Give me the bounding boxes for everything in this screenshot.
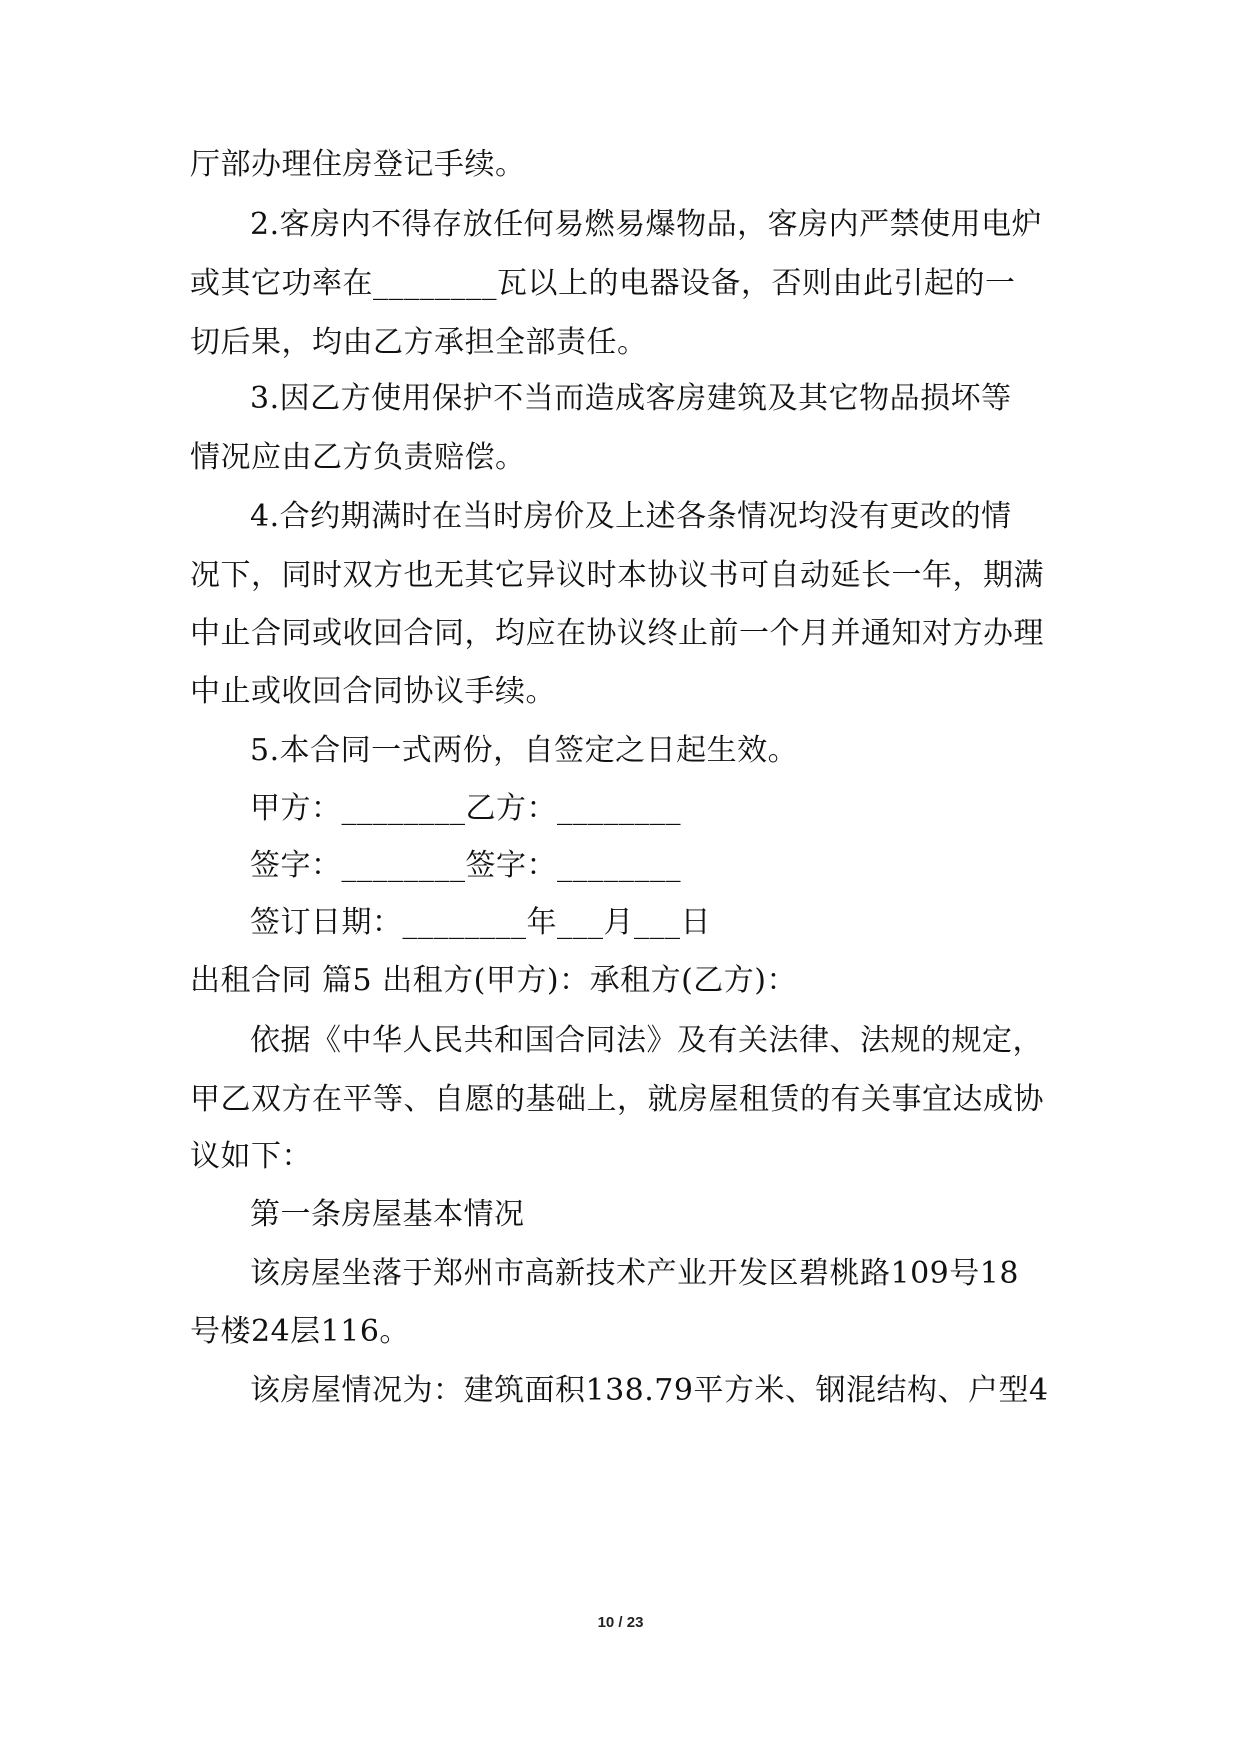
text-line: 厅部办理住房登记手续。 — [190, 147, 526, 182]
text-line: 或其它功率在________瓦以上的电器设备，否则由此引起的一 — [190, 266, 1016, 301]
text-line: 该房屋坐落于郑州市高新技术产业开发区碧桃路109号18 — [250, 1256, 1019, 1291]
text-line: 依据《中华人民共和国合同法》及有关法律、法规的规定， — [250, 1023, 1043, 1058]
clause-2-line: 2.客房内不得存放任何易燃易爆物品，客房内严禁使用电炉 — [250, 207, 1043, 242]
text-line: 中止或收回合同协议手续。 — [190, 674, 556, 709]
text-line: 该房屋情况为：建筑面积138.79平方米、钢混结构、户型4 — [250, 1373, 1049, 1408]
sign-date-line: 签订日期：________年___月___日 — [250, 905, 711, 940]
signature-line: 签字：________签字：________ — [250, 848, 681, 883]
text-line: 情况应由乙方负责赔偿。 — [190, 440, 526, 475]
text-line: 况下，同时双方也无其它异议时本协议书可自动延长一年，期满 — [190, 558, 1044, 593]
text-line: 议如下： — [190, 1139, 312, 1174]
clause-4-line: 4.合约期满时在当时房价及上述各条情况均没有更改的情 — [250, 499, 1012, 534]
text-line: 中止合同或收回合同，均应在协议终止前一个月并通知对方办理 — [190, 616, 1044, 651]
text-line: 切后果，均由乙方承担全部责任。 — [190, 325, 648, 360]
clause-5-line: 5.本合同一式两份，自签定之日起生效。 — [250, 733, 799, 768]
text-line: 甲乙双方在平等、自愿的基础上，就房屋租赁的有关事宜达成协 — [190, 1082, 1044, 1117]
article-heading: 第一条房屋基本情况 — [250, 1197, 525, 1232]
page-number: 10 / 23 — [597, 1614, 644, 1631]
text-line: 号楼24层116。 — [190, 1314, 410, 1349]
party-line: 甲方：________乙方：________ — [250, 791, 681, 826]
section-heading: 出租合同 篇5 出租方(甲方)：承租方(乙方)： — [190, 963, 797, 998]
clause-3-line: 3.因乙方使用保护不当而造成客房建筑及其它物品损坏等 — [250, 381, 1012, 416]
